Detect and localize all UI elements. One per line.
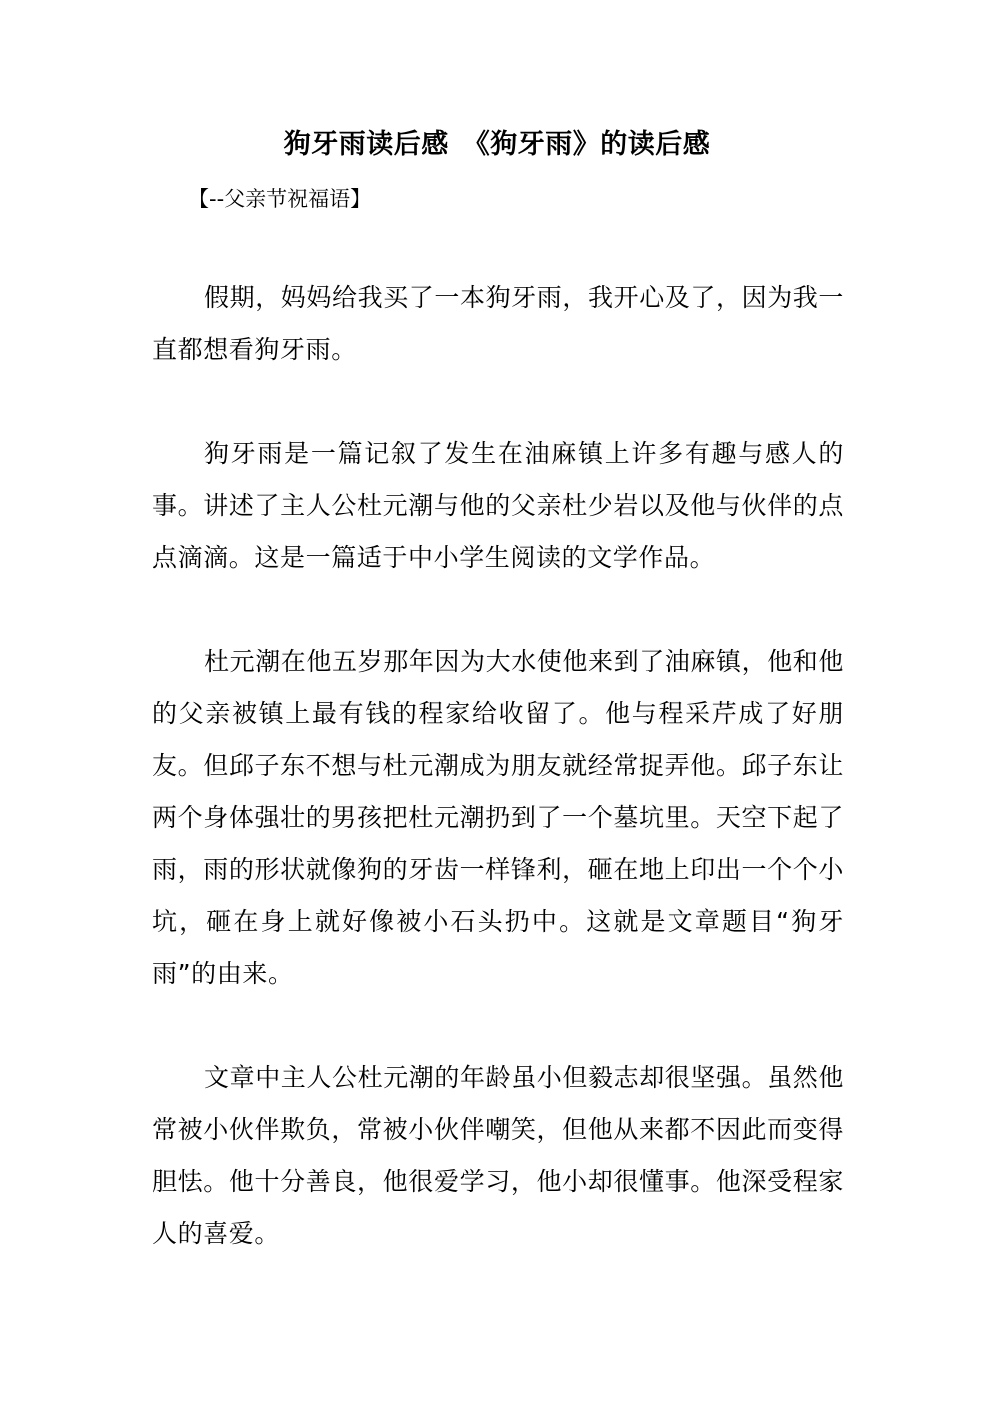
paragraph: 狗牙雨是一篇记叙了发生在油麻镇上许多有趣与感人的事。讲述了主人公杜元潮与他的父亲杜少岩以及他与伙伴的点点滴滴。这是一篇适于中小学生阅读的文学作品。 bbox=[152, 439, 844, 572]
document-body bbox=[152, 272, 844, 1260]
paragraph: 杜元潮在他五岁那年因为大水使他来到了油麻镇，他和他的父亲被镇上最有钱的程家给收留了。他与程采芹成了好朋友。但邱子东不想与杜元潮成为朋友就经常捉弄他。邱子东让两个身体强壮的男孩把杜元潮扔到了一个墓坑里。天空下起了雨，雨的形状就像狗的牙齿一样锋利，砸在地上印出一个个小坑，砸在身上就好像被小石头扔中。这就是文章题目“狗牙雨”的由来。 bbox=[152, 647, 845, 988]
page-title: 狗牙雨读后感 《狗牙雨》的读后感 bbox=[283, 129, 711, 160]
document-subtitle: 【--父亲节祝福语】 bbox=[188, 187, 372, 211]
paragraph: 假期，妈妈给我买了一本狗牙雨，我开心及了，因为我一直都想看狗牙雨。 bbox=[152, 283, 845, 364]
paragraph: 文章中主人公杜元潮的年龄虽小但毅志却很坚强。虽然他常被小伙伴欺负，常被小伙伴嘲笑，但他从来都不因此而变得胆怯。他十分善良，他很爱学习，他小却很懂事。他深受程家人的喜爱。 bbox=[152, 1063, 845, 1248]
